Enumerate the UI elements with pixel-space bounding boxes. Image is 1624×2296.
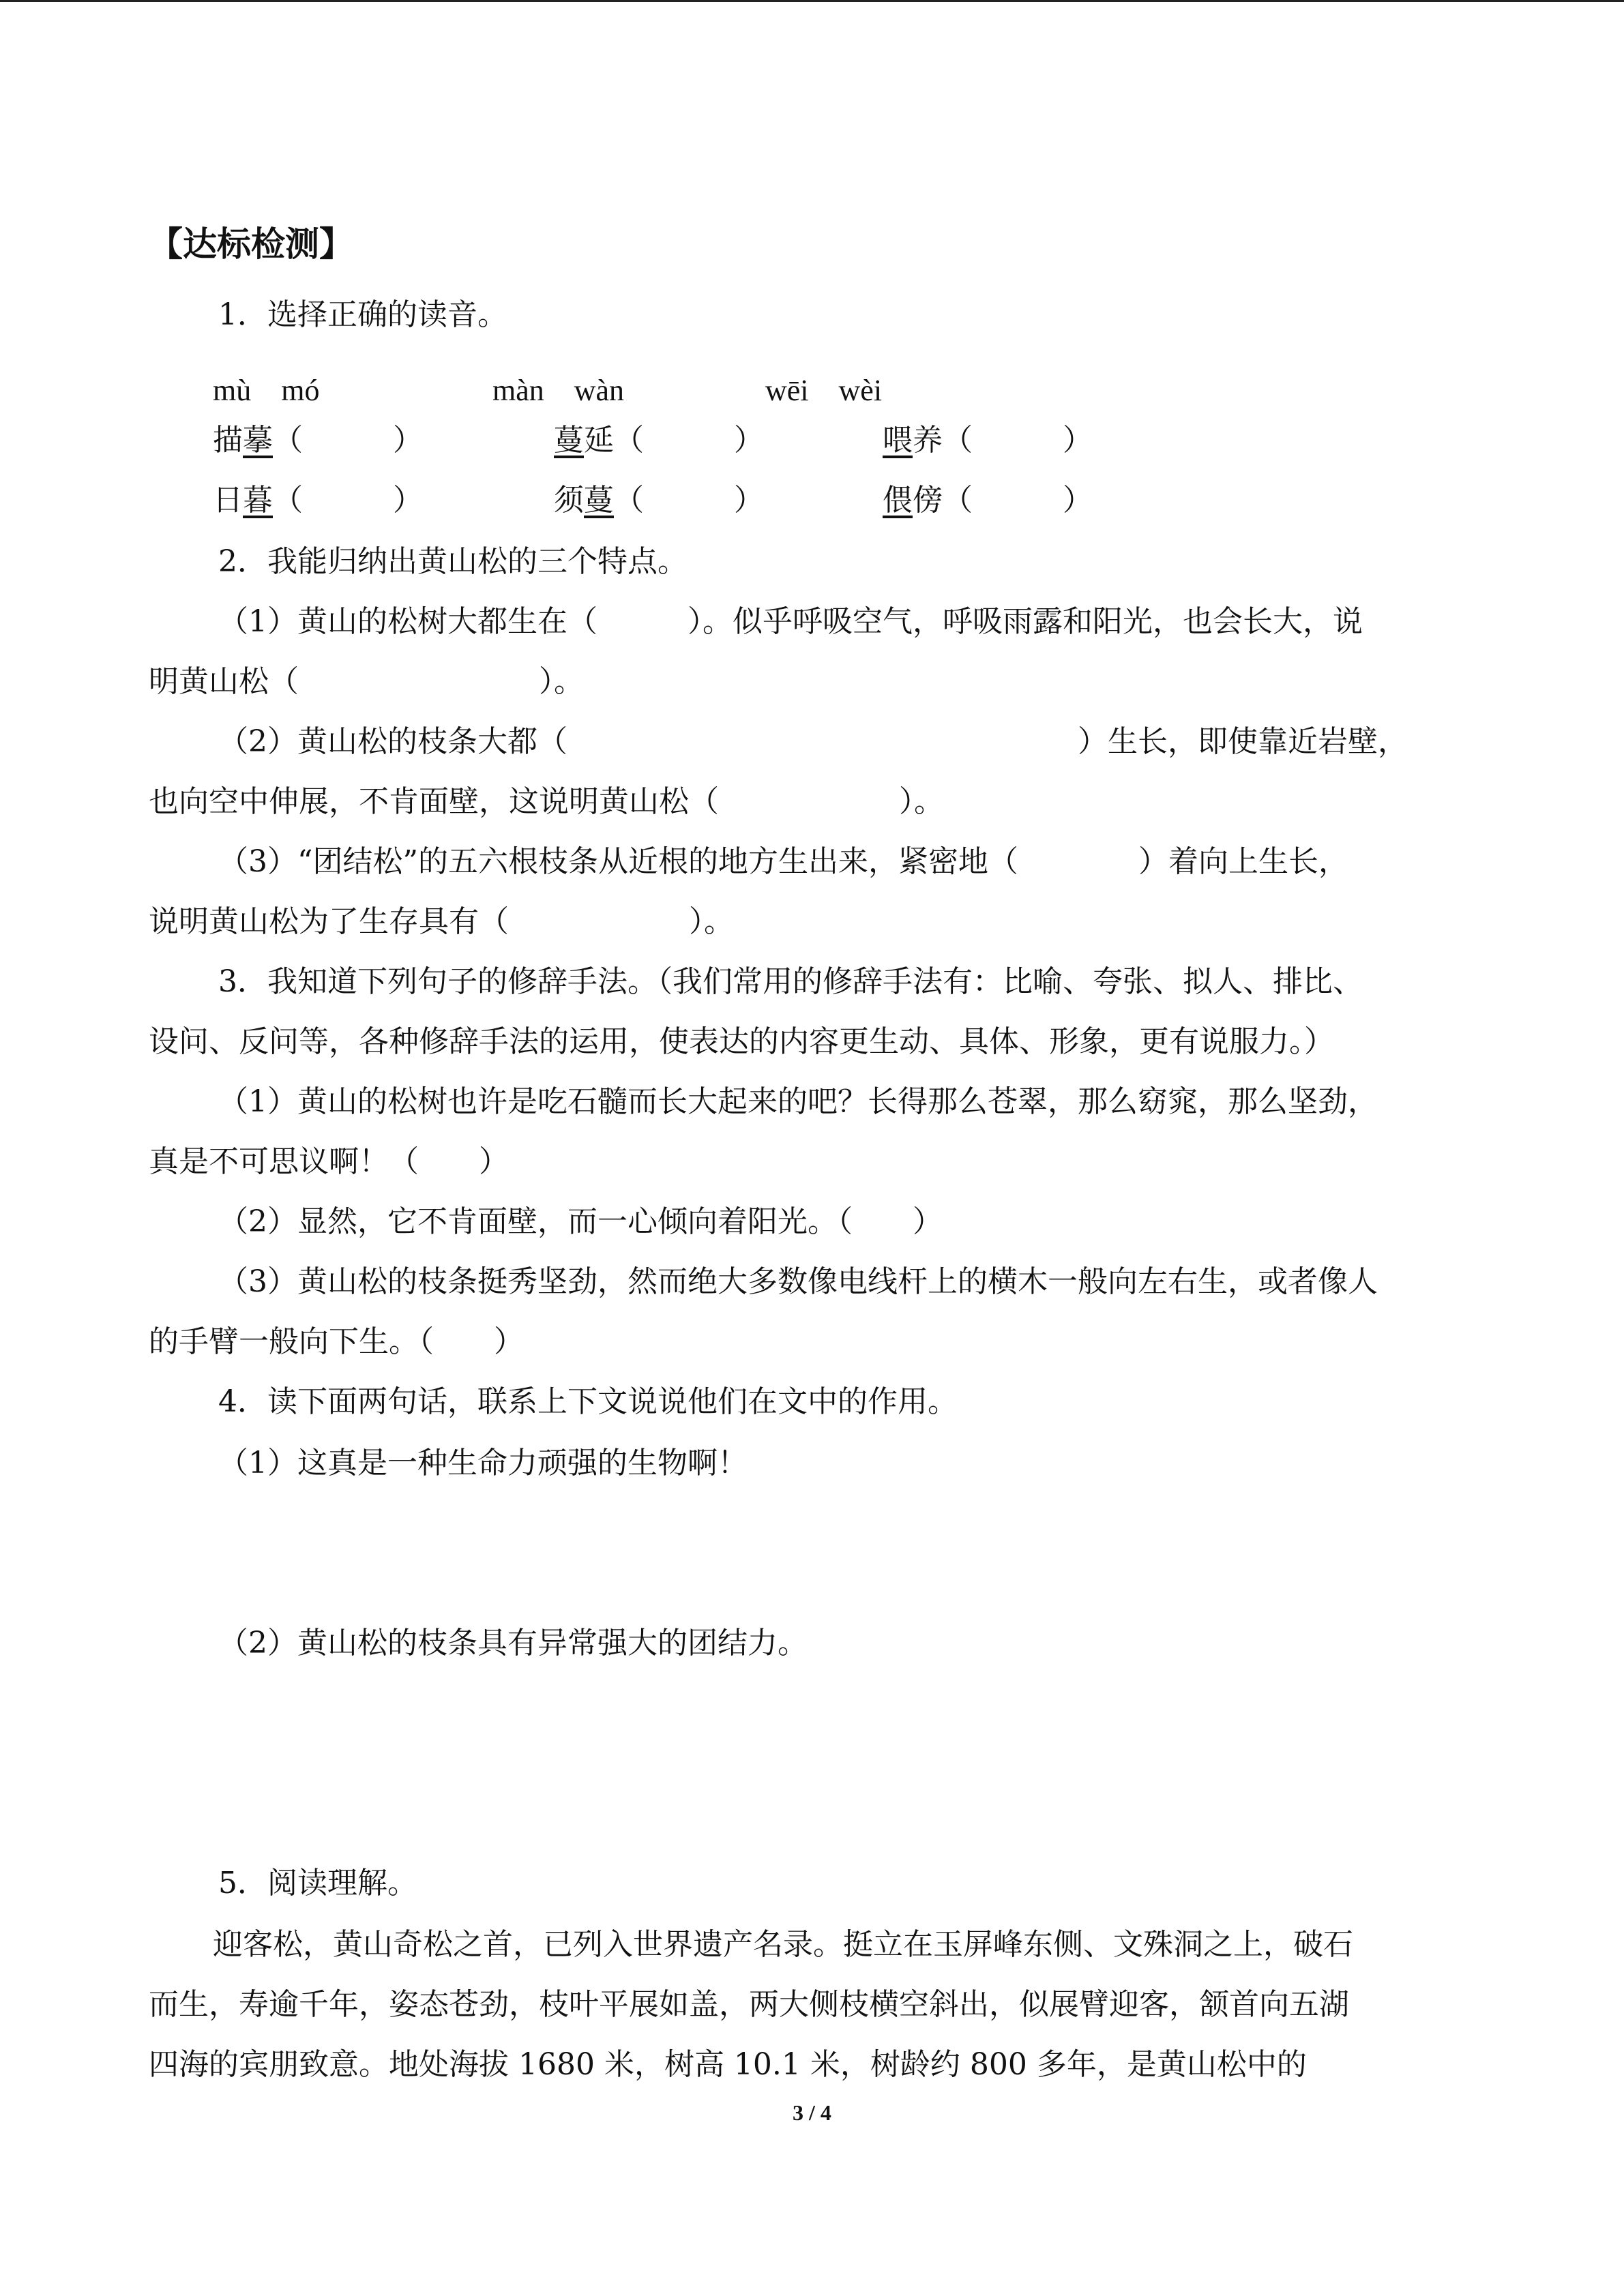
q4-title: 4．读下面两句话，联系上下文说说他们在文中的作用。 xyxy=(218,1384,958,1419)
q3-line: （3）黄山松的枝条挺秀坚劲，然而绝大多数像电线杆上的横木一般向左右生，或者像人 xyxy=(218,1264,1378,1299)
section-title: 【达标检测】 xyxy=(149,224,353,264)
top-border xyxy=(0,0,1624,2)
pinyin-group-2: màn wàn xyxy=(492,374,625,407)
q5-passage-line: 四海的宾朋致意。地处海拔 1680 米，树高 10.1 米，树龄约 800 多年，是黄山松中的 xyxy=(149,2047,1307,2082)
pinyin-group-3: wēi wèi xyxy=(765,374,883,407)
q3-line: 真是不可思议啊！（ ） xyxy=(149,1144,509,1179)
q2-title: 2．我能归纳出黄山松的三个特点。 xyxy=(218,544,688,579)
q4-sentence-1: （1）这真是一种生命力顽强的生物啊！ xyxy=(218,1446,748,1480)
q2-line: （2）黄山松的枝条大都（ ）生长，即使靠近岩壁， xyxy=(218,724,1408,759)
q3-line: （1）黄山的松树也许是吃石髓而长大起来的吧？长得那么苍翠，那么窈窕，那么坚劲， xyxy=(218,1084,1378,1119)
q2-line: （3）“团结松”的五六根枝条从近根的地方生出来，紧密地（ ）着向上生长， xyxy=(218,844,1348,879)
q5-passage-line: 而生，寿逾千年，姿态苍劲，枝叶平展如盖，两大侧枝横空斜出，似展臂迎客，颔首向五湖 xyxy=(149,1987,1349,2022)
word-item: 喂养（ ） xyxy=(883,423,1093,458)
q2-line: 说明黄山松为了生存具有（ ）。 xyxy=(149,904,734,939)
q5-passage-line: 迎客松，黄山奇松之首，已列入世界遗产名录。挺立在玉屏峰东侧、文殊洞之上，破石 xyxy=(213,1927,1353,1962)
word-item: 描摹（ ） xyxy=(213,423,423,458)
q3-line: （2）显然，它不肯面壁，而一心倾向着阳光。（ ） xyxy=(218,1204,943,1239)
q5-title: 5．阅读理解。 xyxy=(218,1866,417,1900)
word-item: 偎傍（ ） xyxy=(883,483,1093,518)
word-item: 日暮（ ） xyxy=(213,483,423,518)
page-number: 3 / 4 xyxy=(793,2100,831,2125)
q2-line: （1）黄山的松树大都生在（ ）。似乎呼吸空气，呼吸雨露和阳光，也会长大，说 xyxy=(218,604,1363,639)
q4-sentence-2: （2）黄山松的枝条具有异常强大的团结力。 xyxy=(218,1626,808,1660)
q1-title: 1．选择正确的读音。 xyxy=(218,297,507,332)
q2-line: 也向空中伸展，不肯面壁，这说明黄山松（ ）。 xyxy=(149,784,944,819)
word-item: 蔓延（ ） xyxy=(554,423,764,458)
q3-title: 3．我知道下列句子的修辞手法。（我们常用的修辞手法有：比喻、夸张、拟人、排比、 xyxy=(218,964,1363,999)
q3-line: 的手臂一般向下生。（ ） xyxy=(149,1324,524,1359)
q2-line: 明黄山松（ ）。 xyxy=(149,664,584,699)
q3-title-cont: 设问、反问等，各种修辞手法的运用，使表达的内容更生动、具体、形象，更有说服力。） xyxy=(149,1024,1334,1059)
pinyin-group-1: mù mó xyxy=(213,374,320,407)
word-item: 须蔓（ ） xyxy=(554,483,764,518)
